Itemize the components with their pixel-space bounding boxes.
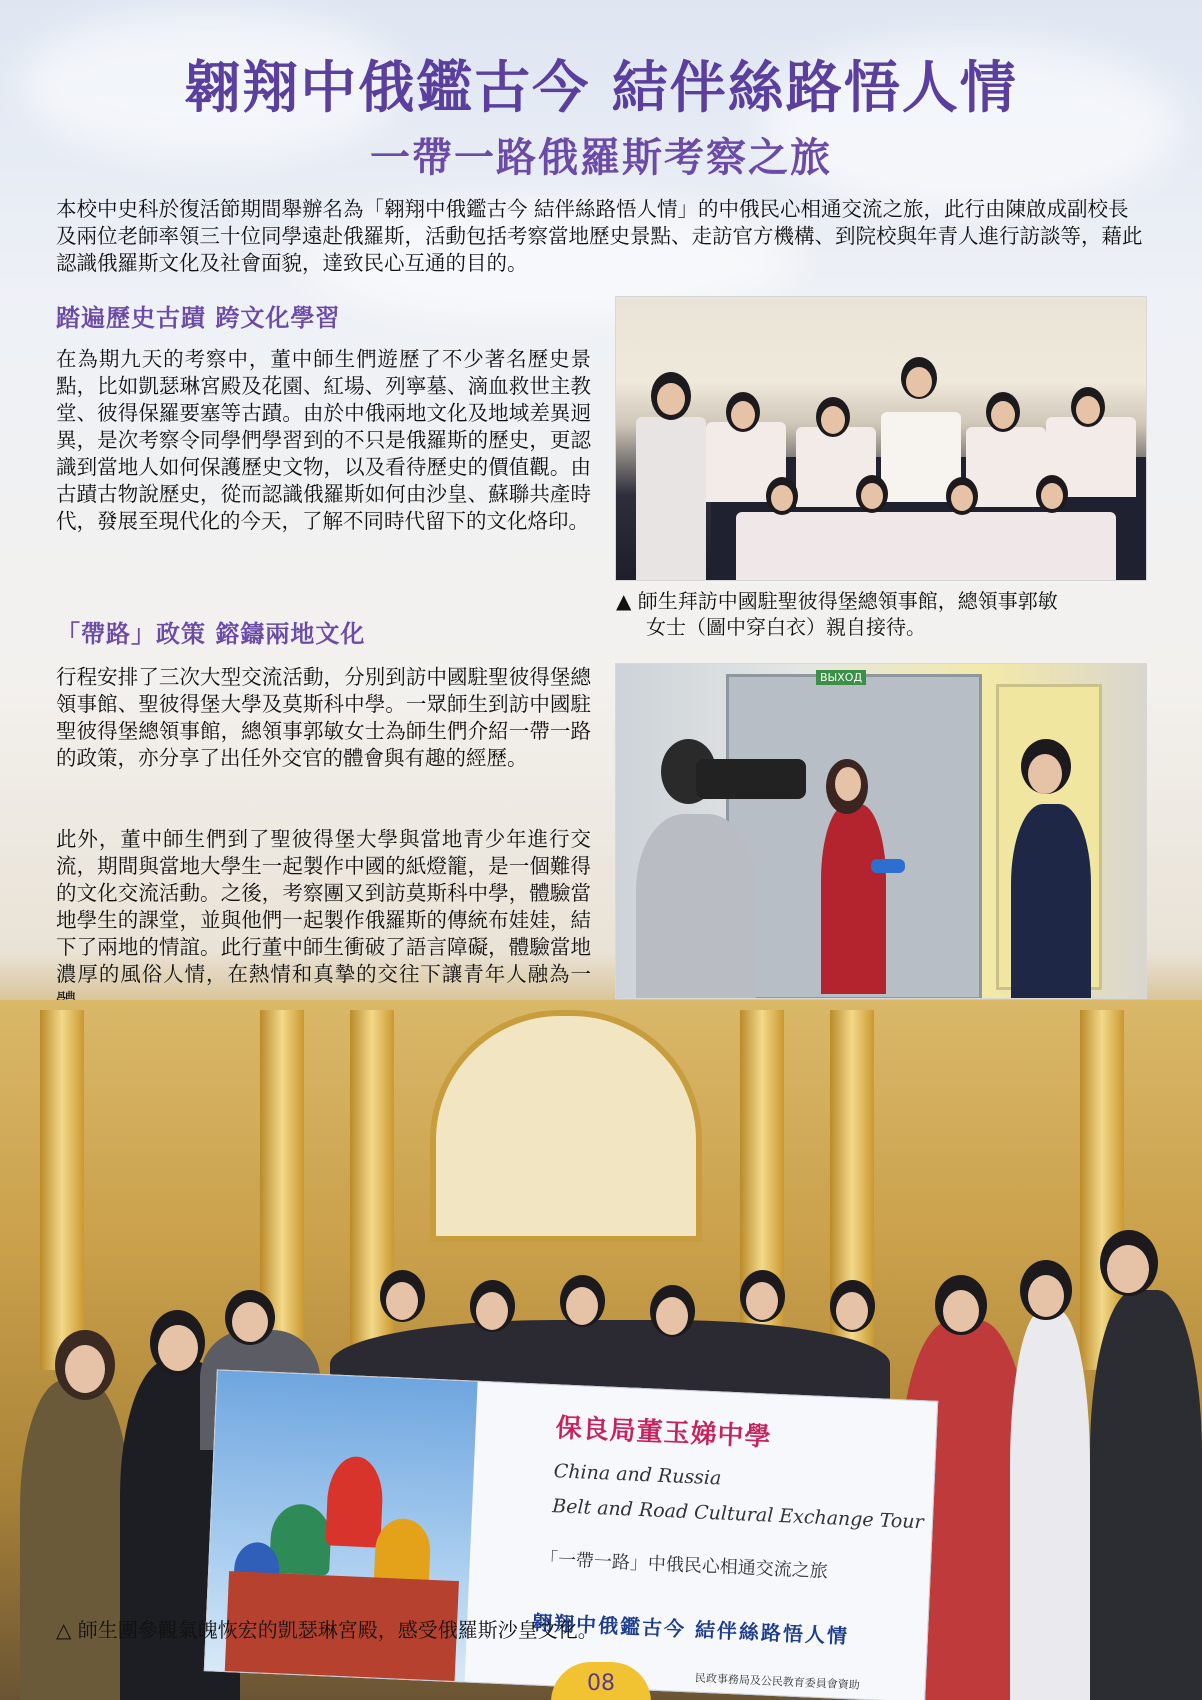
banner-en-line1: China and Russia [553, 1460, 722, 1490]
banner-title-line: 翱翔中俄鑑古今 結伴絲路悟人情 [531, 1610, 850, 1649]
intro-paragraph: 本校中史科於復活節期間舉辦名為「翱翔中俄鑑古今 結伴絲路悟人情」的中俄民心相通交流之旅，此行由陳啟成副校長及兩位老師率領三十位同學遠赴俄羅斯，活動包括考察當地歷史景點、走訪官方機構、到院校與年青人進行訪談等，藉此認識俄羅斯文化及社會面貌，達致民心互通的目的。 [56, 197, 1143, 275]
page-title: 翱翔中俄鑑古今 結伴絲路悟人情 [184, 56, 1018, 121]
photo1-caption-line2: 女士（圖中穿白衣）親自接待。 [646, 615, 926, 639]
consulate-group-photo [615, 296, 1147, 581]
palace-photo-caption: △ 師生團參觀氣魄恢宏的凱瑟琳宮殿，感受俄羅斯沙皇文化。 [56, 1618, 598, 1642]
photo1-caption-line1: ▲ 師生拜訪中國駐聖彼得堡總領事館，總領事郭敏 [616, 589, 1058, 613]
page-subtitle: 一帶一路俄羅斯考察之旅 [370, 135, 832, 181]
palace-window-arch [430, 1010, 702, 1242]
section1-heading: 踏遍歷史古蹟 跨文化學習 [56, 304, 341, 332]
banner-sponsor: 民政事務局及公民教育委員會資助 [694, 1671, 861, 1692]
section2-body-1: 行程安排了三次大型交流活動，分別到訪中國駐聖彼得堡總領事館、聖彼得堡大學及莫斯科中學。一眾師生到訪中國駐聖彼得堡總領事館，總領事郭敏女士為師生們介紹一帶一路的政策，亦分享了出任外交官的體會與有趣的經歷。 [56, 665, 591, 770]
exit-sign: ВЫХОД [816, 670, 866, 685]
tv-interview-photo [615, 663, 1147, 999]
section1-body: 在為期九天的考察中，董中師生們遊歷了不少著名歷史景點，比如凱瑟琳宮殿及花園、紅場、列寧墓、滴血救世主教堂、彼得保羅要塞等古蹟。由於中俄兩地文化及地域差異迥異，是次考察令同學們學習到的不只是俄羅斯的歷史，更認識到當地人如何保護歷史文物，以及看待歷史的價值觀。由古蹟古物說歷史，從而認識俄羅斯如何由沙皇、蘇聯共產時代，發展至現代化的今天，了解不同時代留下的文化烙印。 [56, 347, 591, 533]
banner-school-name: 保良局董玉娣中學 [555, 1413, 773, 1453]
banner-cn-line: 「一帶一路」中俄民心相通交流之旅 [539, 1548, 829, 1583]
page-number: 08 [551, 1662, 651, 1700]
section2-heading: 「帶路」政策 鎔鑄兩地文化 [56, 620, 366, 648]
banner-en-line2: Belt and Road Cultural Exchange Tour [551, 1495, 925, 1534]
school-banner [204, 1369, 938, 1700]
section2-body-2: 此外，董中師生們到了聖彼得堡大學與當地青少年進行交流，期間與當地大學生一起製作中國的紙燈籠，是一個難得的文化交流活動。之後，考察團又到訪莫斯科中學，體驗當地學生的課堂，並與他們一起製作俄羅斯的傳統布娃娃，結下了兩地的情誼。此行董中師生衝破了語言障礙，體驗當地濃厚的風俗人情，在熱情和真摯的交往下讓青年人融為一 [56, 827, 591, 986]
